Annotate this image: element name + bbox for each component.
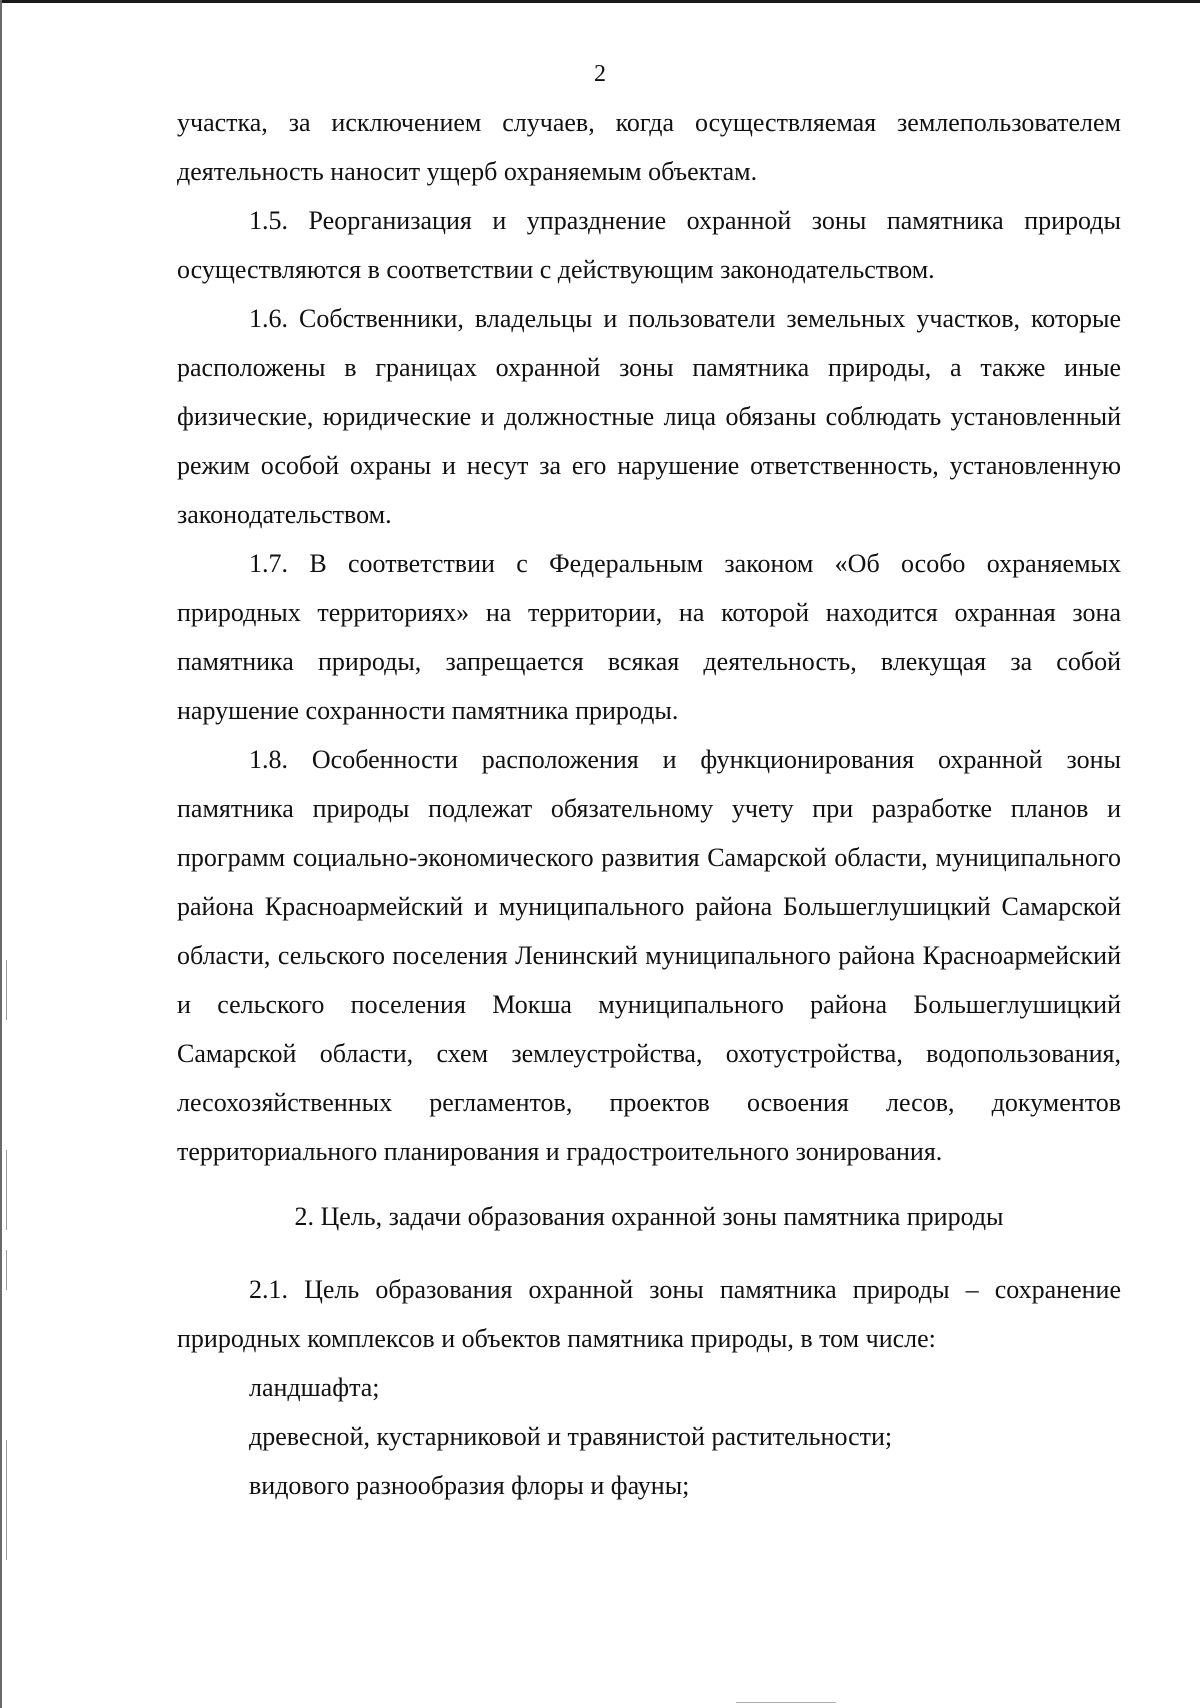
list-item: видового разнообразия флоры и фауны; [249,1471,690,1500]
paragraph-1-5: 1.5. Реорганизация и упразднение охранной зоны памятника природы осуществляются в соответствии с действующим законодательством. [177,206,1121,284]
scan-artifact-mark [6,960,7,1020]
paragraph-1-7: 1.7. В соответствии с Федеральным законом «Об особо охраняемых природных территориях» на территории, на которой находится охранная зона памятника природы, запрещается всякая деятельность, влекущая за собой нарушение сохранности памятника природы. [177,549,1121,725]
scan-artifact-mark [6,1150,7,1230]
paragraph-1-8: 1.8. Особенности расположения и функционирования охранной зоны памятника природы подлежат обязательному учету при разработке планов и программ социально-экономического развития Самарской области, муниципального района Красноармейский и муниципального района Большеглушицкий Самарской области, сельского поселения Ленинский муниципального района Красноармейский и сельского поселения Мокша муниципального района Большеглушицкий Самарской области, схем землеустройства, охотустройства, водопользования, лесохозяйственных регламентов, проектов освоения лесов, документов территориального планирования и градостроительного зонирования. [177,745,1121,1166]
paragraph-1-6: 1.6. Собственники, владельцы и пользователи земельных участков, которые расположены в границах охранной зоны памятника природы, а также иные физические, юридические и должностные лица обязаны соблюдать установленный режим особой охраны и несут за его нарушение ответственность, установленную законодательством. [177,304,1121,529]
paragraph-2-1: 2.1. Цель образования охранной зоны памятника природы – сохранение природных комплексов и объектов памятника природы, в том числе: [177,1275,1121,1353]
scan-left-edge [0,0,2,1708]
list-item: ландшафта; [249,1373,380,1402]
list-item: древесной, кустарниковой и травянистой растительности; [249,1422,893,1451]
scan-bottom-artifact [736,1702,836,1703]
document-body [177,98,1121,1510]
paragraph-continuation: участка, за исключением случаев, когда осуществляемая землепользователем деятельность наносит ущерб охраняемым объектам. [177,108,1121,186]
section-2-heading: 2. Цель, задачи образования охранной зоны памятника природы [294,1202,1004,1231]
scan-artifact-mark [6,1250,7,1290]
page-number: 2 [594,61,606,87]
scan-artifact-mark [6,1440,7,1560]
scan-top-edge [0,0,1200,3]
